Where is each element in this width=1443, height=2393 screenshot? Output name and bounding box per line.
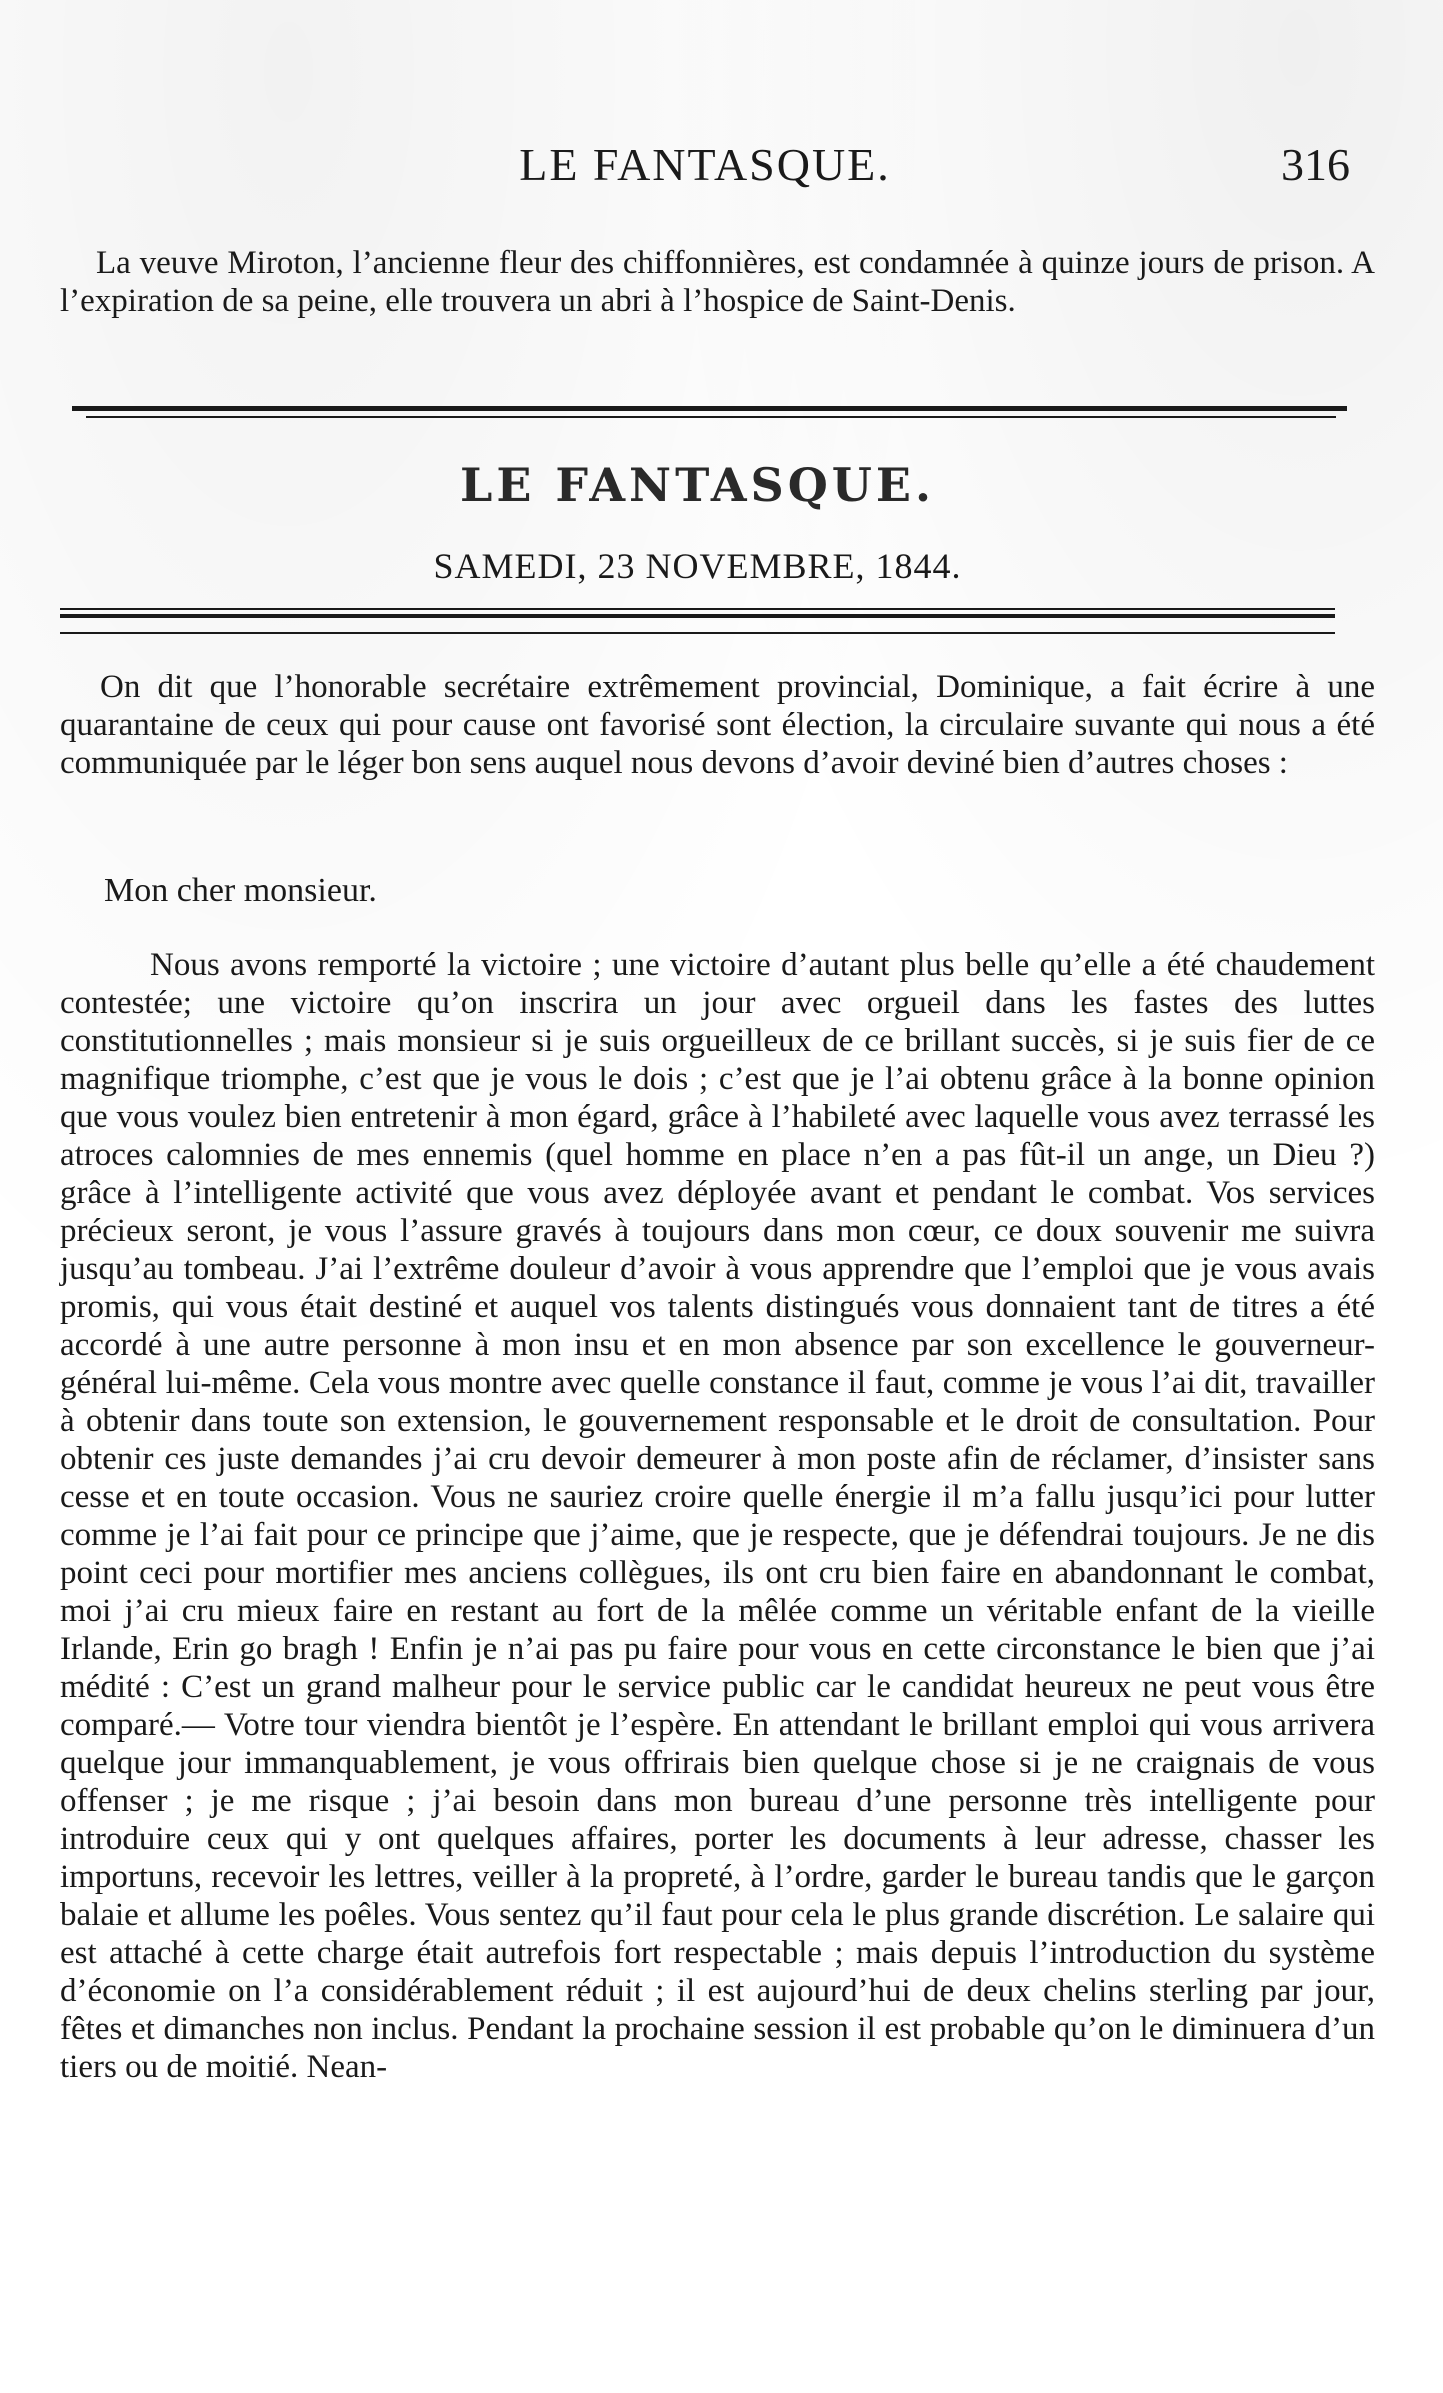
letter-body: Nous avons remporté la victoire ; une victoire d’autant plus belle qu’elle a été chaudement contestée; une victoire qu’on inscrira un jour avec orgueil dans les fastes des luttes constitutionnelles ; mais monsieur si je suis orgueilleux de ce brillant succès, si je suis fier de ce magnifique triomphe, c’est que je vous le dois ; c’est que je l’ai obtenu grâce à la bonne opinion que vous voulez bien entretenir à mon égard, grâce à l’habileté avec laquelle vous avez terrassé les atroces calomnies de mes ennemis (quel homme en place n’en a pas fût-il un ange, un Dieu ?) grâce à l’intelligente activité que vous avez déployée avant et pendant le combat. Vos services précieux seront, je vous l’assure gravés à toujours dans mon cœur, ce doux souvenir me suivra jusqu’au tombeau. J’ai l’extrême douleur d’avoir à vous apprendre que l’emploi que je vous avais promis, qui vous était destiné et auquel vos talents distingués vous donnaient tant de titres a été accordé à une autre personne à mon insu et en mon absence par son excellence le gouverneur-général lui-même. Cela vous montre avec quelle constance il faut, comme je vous l’ai dit, travailler à obtenir dans toute son extension, le gouvernement responsable et le droit de consultation. Pour obtenir ces juste demandes j’ai cru devoir demeurer à mon poste afin de réclamer, d’insister sans cesse et en toute occasion. Vous ne sauriez croire quelle énergie il m’a fallu jusqu’ici pour lutter comme je l’ai fait pour ce principe que j’aime, que je respecte, que je défendrai toujours. Je ne dis point ceci pour mortifier mes anciens collègues, ils ont cru bien faire en abandonnant le combat, moi j’ai cru mieux faire en restant au fort de la mêlée comme un véritable enfant de la vieille Irlande, Erin go bragh ! Enfin je n’ai pas pu faire pour vous en cette circonstance le bien que j’ai médité : C’est un grand malheur pour le service public car le candidat heureux ne peut vous être comparé.— Votre tour viendra bientôt je l’espère. En attendant le brillant emploi qui vous arrivera quelque jour immanquablement, je vous offrirais bien quelque chose si je ne craignais de vous offenser ; je me risque ; j’ai besoin dans mon bureau d’une personne très intelligente pour introduire ceux qui y ont quelques affaires, porter les documents à leur adresse, chasser les importuns, recevoir les lettres, veiller à la propreté, à l’ordre, garder le bureau tandis que le garçon balaie et allume les poêles. Vous sentez qu’il faut pour cela le plus grande discrétion. Le salaire qui est attaché à cette charge était autrefois fort respectable ; mais depuis l’introduction du système d’économie on l’a considérablement réduit ; il est aujourd’hui de deux chelins sterling par jour, fêtes et dimanches non inclus. Pendant la prochaine session il est probable qu’on le diminuera d’un tiers ou de moitié. Nean- [60, 947, 1375, 2085]
masthead-rule-bottom [60, 632, 1335, 634]
page-number: 316 [1281, 139, 1350, 190]
running-header [60, 138, 1350, 198]
masthead-rule-top [60, 608, 1335, 610]
separator-rule-thin [86, 416, 1336, 418]
masthead-rule-middle [60, 614, 1335, 618]
intro-paragraph: La veuve Miroton, l’ancienne fleur des chiffonnières, est condamnée à quinze jours de prison. A l’expiration de sa peine, elle trouvera un abri à l’hospice de Saint-Denis. [60, 245, 1375, 319]
running-title: LE FANTASQUE. [519, 139, 891, 190]
separator-rule-thick [72, 406, 1347, 411]
letter-salutation: Mon cher monsieur. [104, 872, 377, 909]
masthead-title: LE FANTASQUE. [459, 458, 935, 512]
masthead-date: SAMEDI, 23 NOVEMBRE, 1844. [433, 546, 962, 586]
article-lead-paragraph: On dit que l’honorable secrétaire extrêmement provincial, Dominique, a fait écrire à une quarantaine de ceux qui pour cause ont favorisé sont élection, la circulaire suvante qui nous a été communiquée par le léger bon sens auquel nous devons d’avoir deviné bien d’autres choses : [60, 669, 1375, 781]
